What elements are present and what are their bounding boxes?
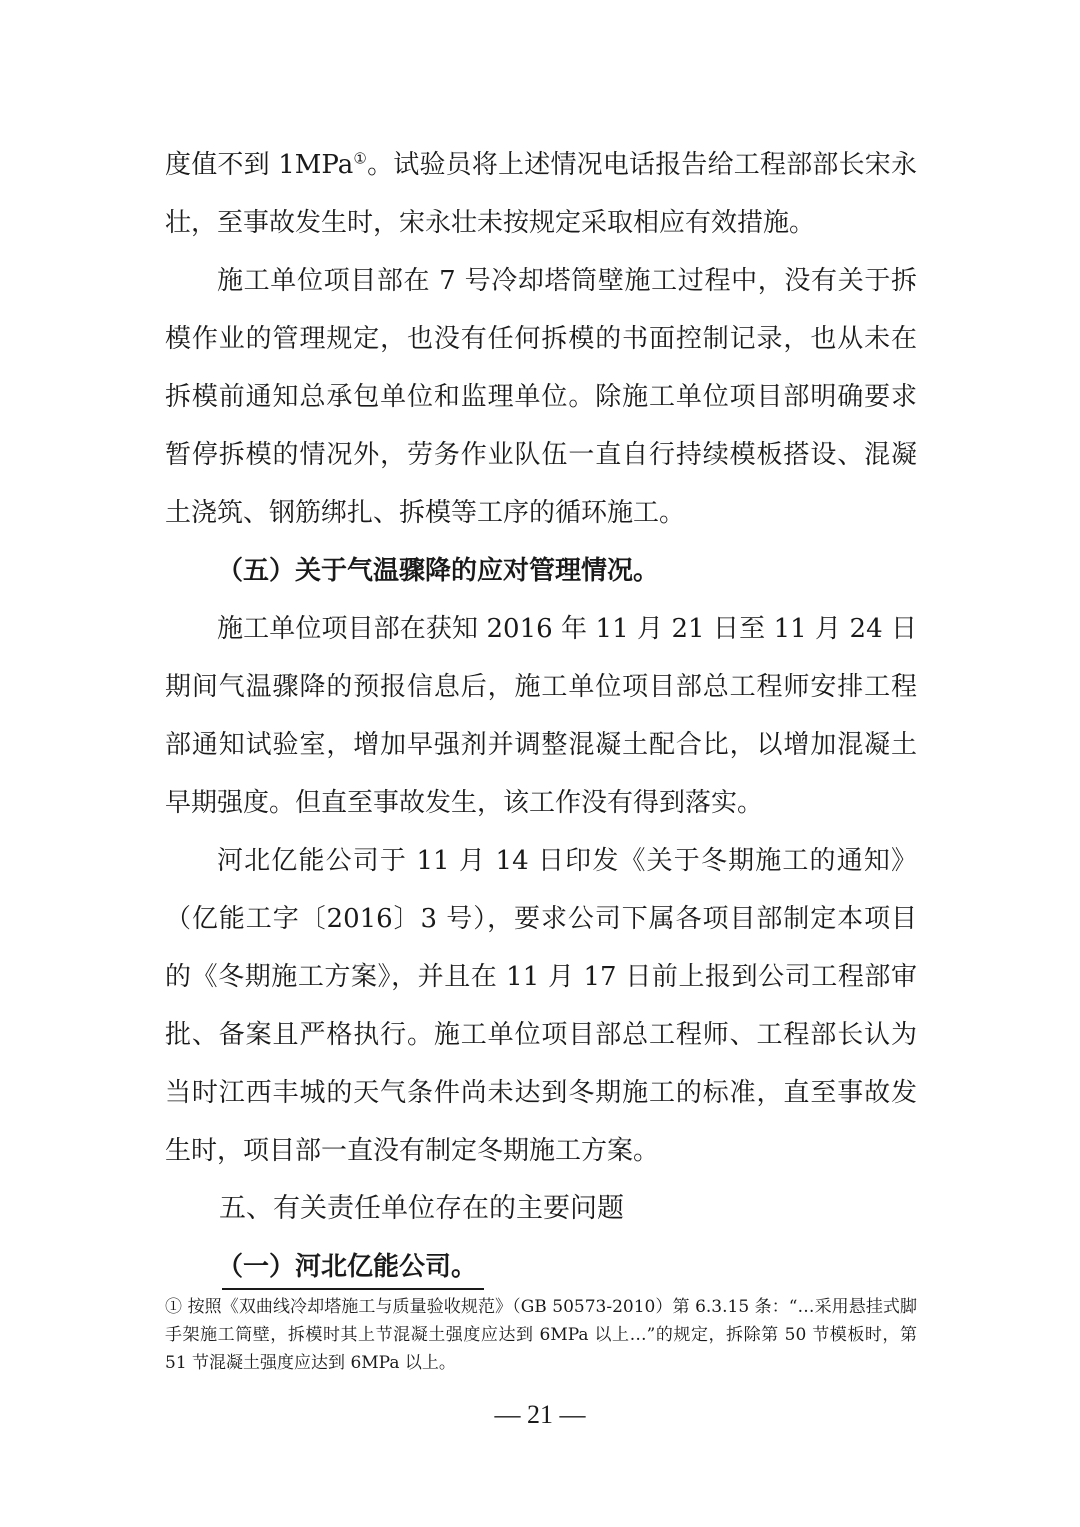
paragraph-1 (165, 136, 917, 252)
footnote: ① 按照《双曲线冷却塔施工与质量验收规范》（GB 50573-2010）第 6.3.15 条：“…采用悬挂式脚手架施工筒壁，拆模时其上节混凝土强度应达到 6MPa 以上…”的规定，拆除第 50 节模板时，第 51 节混凝土强度应达到 6MPa 以上。 (165, 1297, 917, 1373)
paragraph-4: 河北亿能公司于 11 月 14 日印发《关于冬期施工的通知》（亿能工字〔2016〕3 号），要求公司下属各项目部制定本项目的《冬期施工方案》，并且在 11 月 17 日前上报到公司工程部审批、备案且严格执行。施工单位项目部总工程师、工程部长认为当时江西丰城的天气条件尚未达到冬期施工的标准，直至事故发生时，项目部一直没有制定冬期施工方案。 (165, 846, 917, 1166)
footnote-reference: ① (353, 149, 368, 168)
paragraph-2: 施工单位项目部在 7 号冷却塔筒壁施工过程中，没有关于拆模作业的管理规定，也没有任何拆模的书面控制记录，也从未在拆模前通知总承包单位和监理单位。除施工单位项目部明确要求暂停拆模的情况外，劳务作业队伍一直自行持续模板搭设、混凝土浇筑、钢筋绑扎、拆模等工序的循环施工。 (165, 266, 917, 528)
footnote-divider (222, 1288, 484, 1290)
paragraph-1-rest: 。试验员将上述情况电话报告给工程部部长宋永壮，至事故发生时，宋永壮未按规定采取相应有效措施。 (165, 150, 917, 238)
paragraph-1-text: 度值不到 1MPa (165, 150, 354, 180)
subheading-1: （一）河北亿能公司。 (217, 1252, 478, 1282)
body-text (165, 136, 917, 1296)
subheading-5: （五）关于气温骤降的应对管理情况。 (217, 556, 660, 586)
section-heading-5: 五、有关责任单位存在的主要问题 (219, 1193, 624, 1224)
page-number: — 21 — (494, 1400, 586, 1429)
paragraph-3: 施工单位项目部在获知 2016 年 11 月 21 日至 11 月 24 日期间气温骤降的预报信息后，施工单位项目部总工程师安排工程部通知试验室，增加早强剂并调整混凝土配合比，以增加混凝土早期强度。但直至事故发生，该工作没有得到落实。 (165, 614, 917, 818)
